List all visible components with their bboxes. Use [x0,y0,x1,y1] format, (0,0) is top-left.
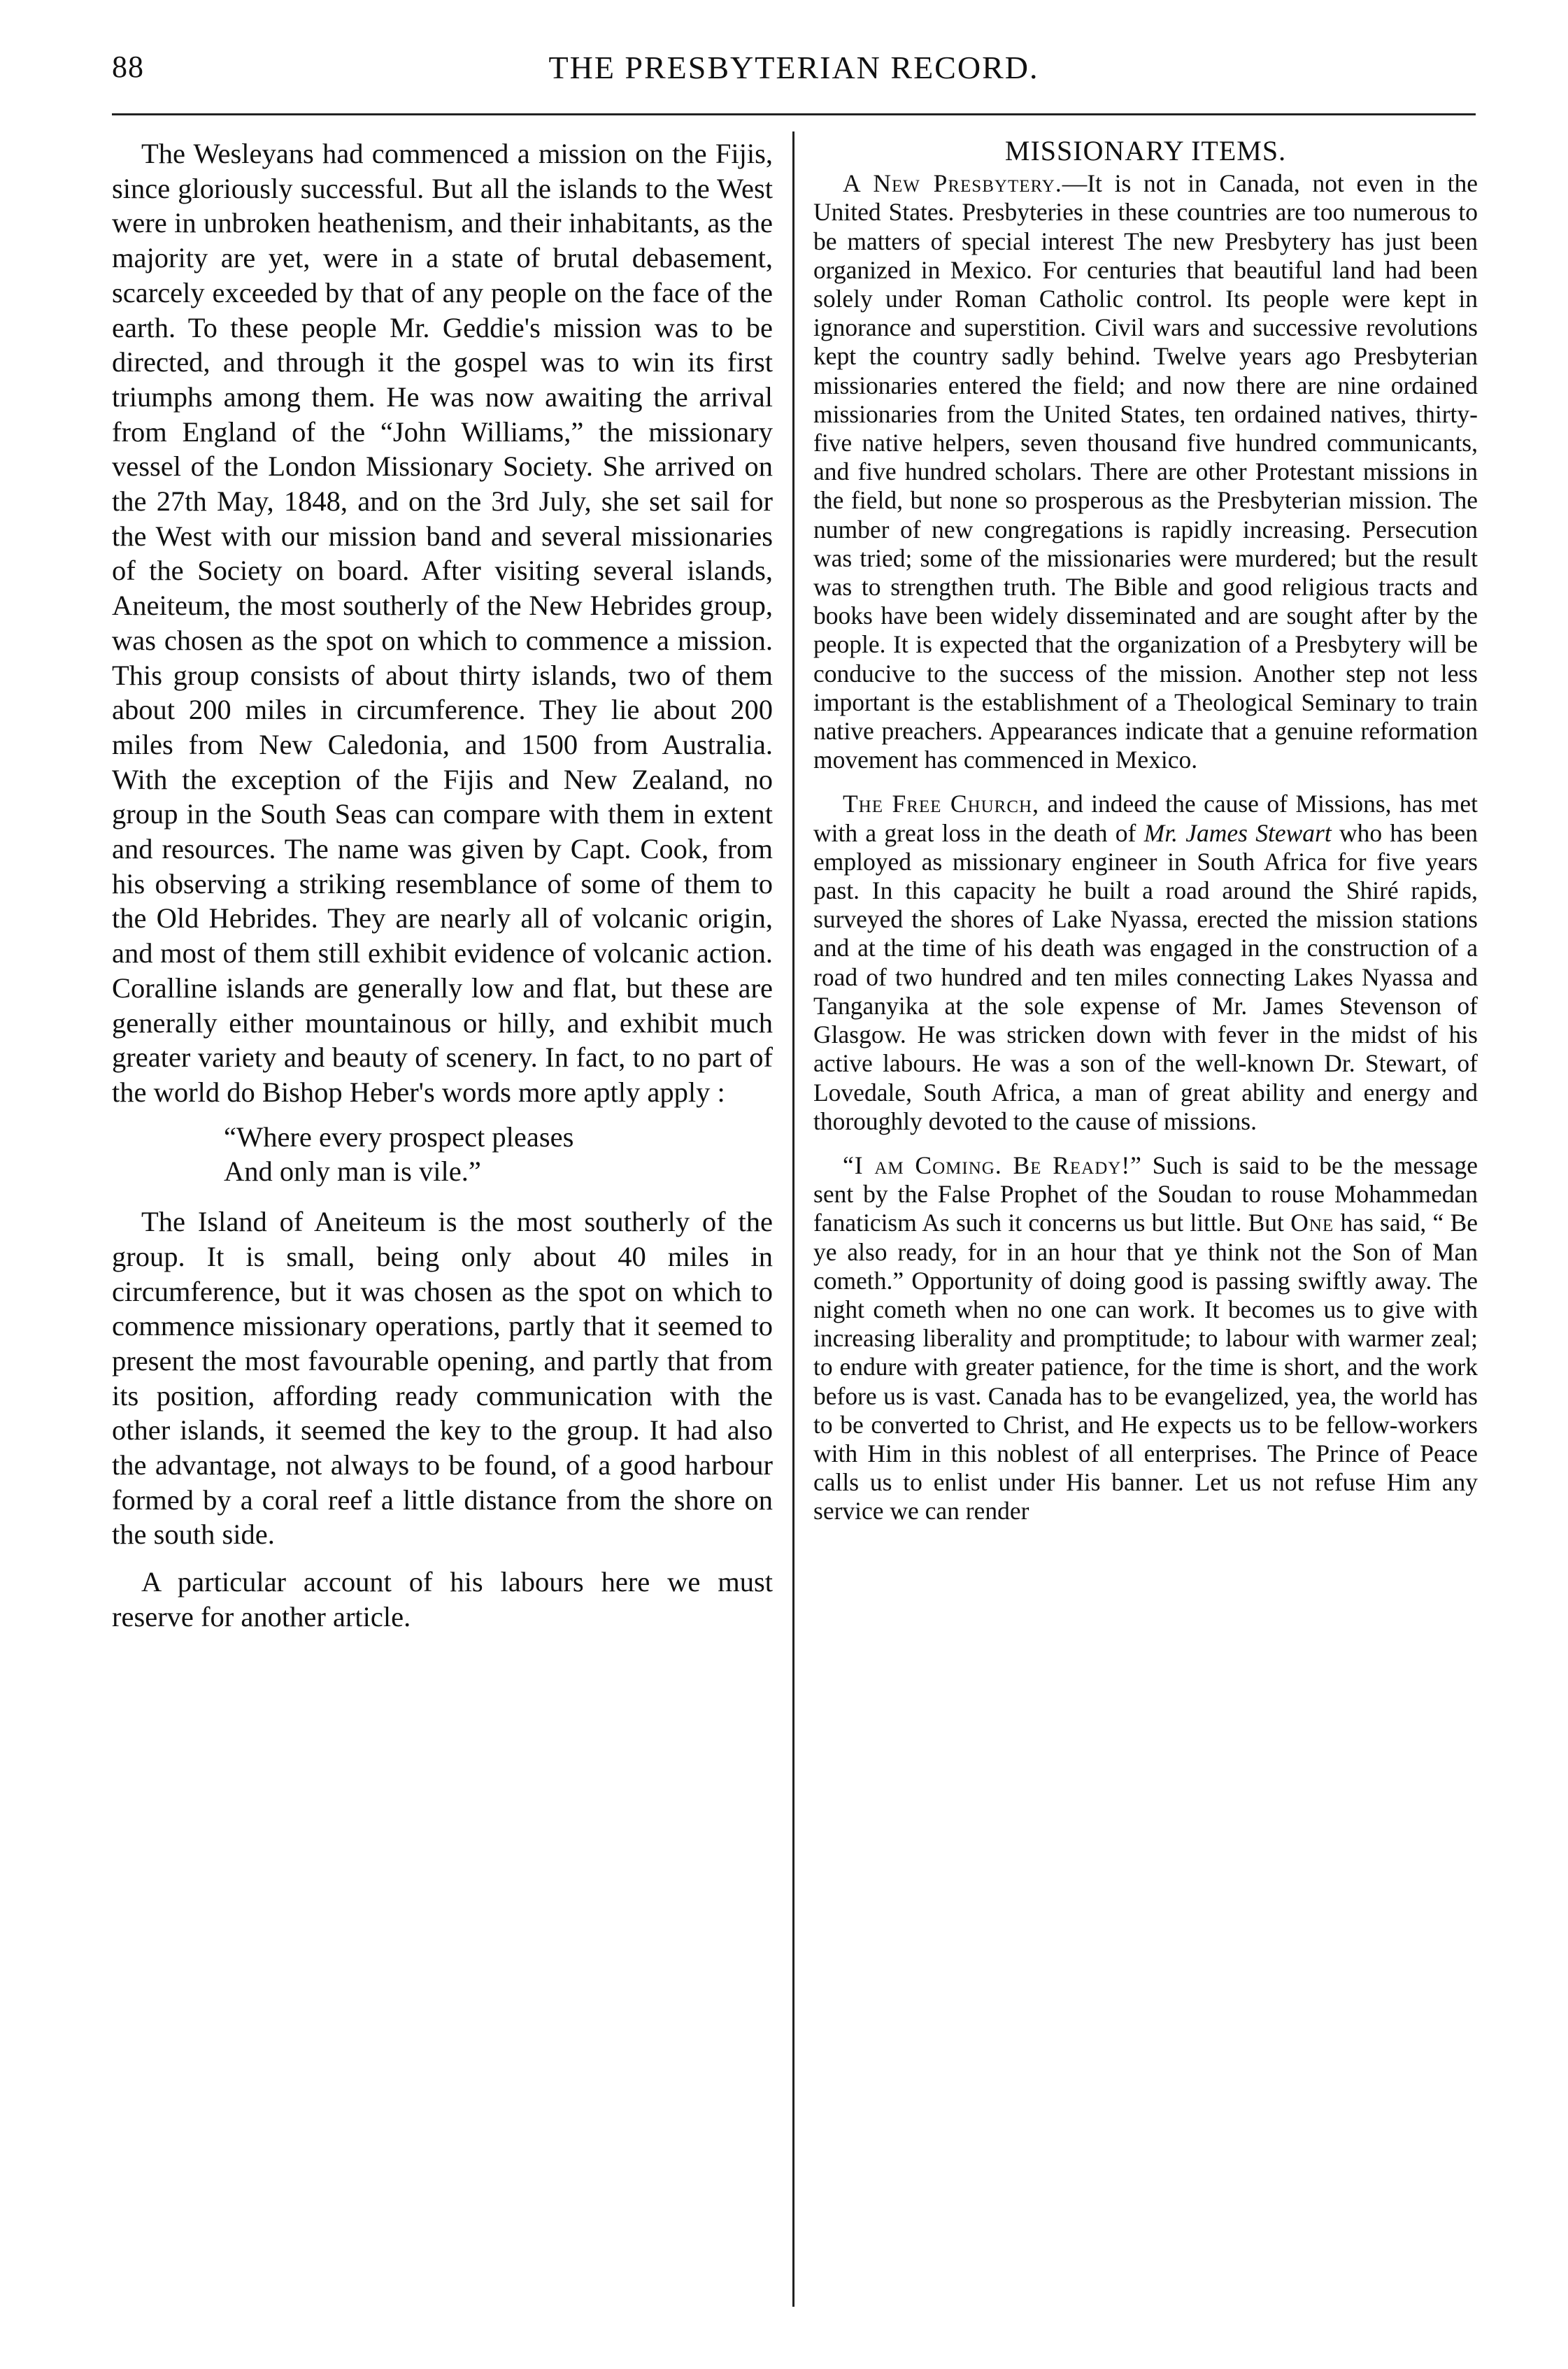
header-rule [112,113,1476,115]
left-paragraph-2: The Island of Aneiteum is the most southerly of the group. It is small, being only about 40 miles in circumference, but it was chosen as the spot on which to commence missionary operations, partly that it seemed to present the most favourable opening, and partly that from its position, affording ready communication with the other islands, it seemed the key to the group. It had also the advantage, not always to be found, of a good harbour formed by a coral reef a little distance from the shore on the south side. [112,1206,773,1551]
left-paragraph-1: The Wesleyans had commenced a mission on the Fijis, since gloriously successful. But all the islands to the West were in unbroken heathenism, and their inhabitants, as the majority are yet, were in a state of brutal debasement, scarcely exceeded by that of any people on the face of the earth. To these people Mr. Geddie's mission was to be directed, and through it the gospel was to win its first triumphs among them. He was now awaiting the arrival from England of the “John Williams,” the missionary vessel of the London Missionary Society. She arrived on the 27th May, 1848, and on the 3rd July, she set sail for the West with our mission band and several missionaries of the Society on board. After visiting several islands, Aneiteum, the most southerly of the New Hebrides group, was chosen as the spot on which to commence a mission. This group consists of about thirty islands, two of them about 200 miles in circumference. They lie about 200 miles from New Caledonia, and 1500 from Australia. With the exception of the Fijis and New Zealand, no group in the South Seas can compare with them in extent and resources. The name was given by Capt. Cook, from his observing a striking resemblance of some of them to the Old Hebrides. They are nearly all of volcanic origin, and most of them still exhibit evidence of volcanic action. Coralline islands are generally low and flat, but these are generally either mountainous or hilly, and exhibit much greater variety and beauty of scenery. In fact, to no part of the world do Bishop Heber's words more aptly apply : [112,138,773,1108]
item-lead: The Free Church, [843,790,1039,818]
column-divider [792,131,794,2307]
left-paragraph-3: A particular account of his labours here we must reserve for another article. [112,1566,773,1632]
item-new-presbytery [813,169,1478,774]
item-word: One [1290,1209,1334,1237]
item-body: who has been employed as missionary engineer in South Africa for five years past. In this capacity he built a road around the Shiré rapids, surveyed the shores of Lake Nyassa, erected the mission stations and at the time of his death was engaged in the construction of a road of two hundred and ten miles connecting Lakes Nyassa and Tanganyika at the sole expense of Mr. James Stevenson of Glasgow. He was stricken down with fever in the midst of his active labours. He was a son of the well-known Dr. Stewart, of Lovedale, South Africa, a man of great ability and energy and thoroughly devoted to the cause of missions. [813,818,1478,1135]
verse-line-1: “Where every prospect pleases [224,1121,574,1153]
item-body: and indeed the cause of Missions, has met with a great loss in the death of [813,790,1478,847]
item-name: Mr. James Stewart [1143,818,1332,847]
right-column [813,136,1478,1526]
page-header [112,49,1476,98]
left-column [112,136,773,1635]
page-number: 88 [112,50,144,84]
item-body: Such is said to be the message sent by the False Prophet of the Soudan to rouse Mohammedan fanaticism As such it concerns us but little. But [813,1151,1478,1237]
section-title: MISSIONARY ITEMS. [1004,135,1287,166]
item-body: has said, “ Be ye also ready, for in an hour that ye think not the Son of Man cometh.” Opportunity of doing good is passing swiftly away. The night cometh when no one can work. It becomes us to give with increasing liberality and promptitude; to labour with warmer zeal; to endure with greater patience, for the time is short, and the work before us is vast. Canada has to be evangelized, yea, the world has to be converted to Christ, and He expects us to be fellow-workers with Him in this noblest of all enterprises. The Prince of Peace calls us to enlist under His banner. Let us not refuse Him any service we can render [813,1209,1478,1525]
item-free-church [813,790,1478,1135]
item-lead: “I am Coming. Be Ready!” [843,1151,1142,1179]
running-title: THE PRESBYTERIAN RECORD. [548,50,1039,85]
item-i-am-coming [813,1151,1478,1526]
item-body: —It is not in Canada, not even in the United States. Presbyteries in these countries are too numerous to be matters of special interest The new Presbytery has just been organized in Mexico. For centuries that beautiful land had been solely under Roman Catholic control. Its people were kept in ignorance and superstition. Civil wars and successive revolutions kept the country sadly behind. Twelve years ago Presbyterian missionaries entered the field; and now there are nine ordained missionaries from the United States, ten ordained natives, thirty-five native helpers, seven thousand five hundred communicants, and five hundred scholars. There are other Protestant missions in the field, but none so prosperous as the Presbyterian mission. The number of new congregations is rapidly increasing. Persecution was tried; some of the missionaries were murdered; but the result was to strengthen truth. The Bible and good religious tracts and books have been widely disseminated and are sought after by the people. It is expected that the organization of a Presbytery will be conducive to the success of the mission. Another step not less important is the establishment of a Theological Seminary to train native preachers. Appearances indicate that a genuine reformation movement has commenced in Mexico. [813,169,1478,774]
verse-line-2: And only man is vile.” [224,1155,481,1188]
item-lead: A New Presbytery. [843,169,1062,198]
quoted-verse [224,1120,773,1189]
